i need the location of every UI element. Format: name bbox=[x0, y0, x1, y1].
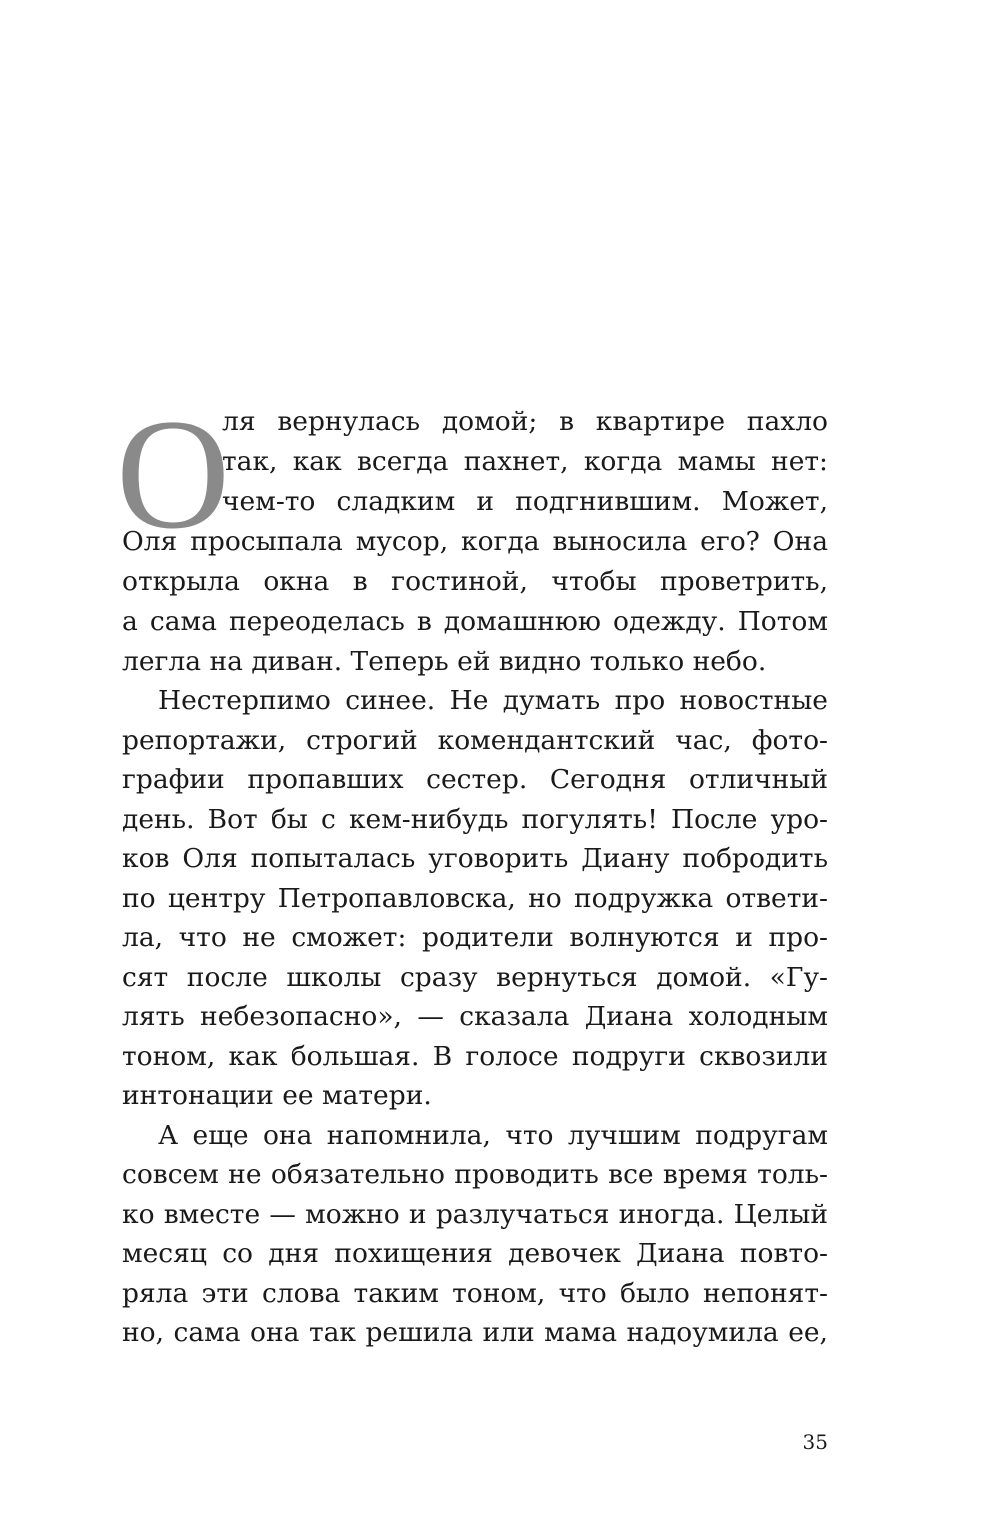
text-line: ля вернулась домой; в квартире пахло bbox=[222, 406, 828, 437]
text-line: а сама переоделась в домашнюю одежду. Потом bbox=[122, 606, 828, 637]
text-line: месяц со дня похищения девочек Диана повто- bbox=[122, 1238, 828, 1269]
text-line: А еще она напомнила, что лучшим подругам bbox=[158, 1120, 828, 1151]
text-line: открыла окна в гостиной, чтобы проветрить, bbox=[122, 566, 828, 597]
text-line: день. Вот бы с кем-нибудь погулять! После уро- bbox=[122, 804, 828, 835]
drop-cap: О bbox=[116, 387, 231, 562]
text-line: легла на диван. Теперь ей видно только небо. bbox=[122, 646, 767, 677]
text-line: интонации ее матери. bbox=[122, 1080, 432, 1111]
text-line: но, сама она так решила или мама надоумила ее, bbox=[122, 1317, 828, 1348]
text-line: ряла эти слова таким тоном, что было непонят- bbox=[122, 1278, 828, 1309]
text-line: Нестерпимо синее. Не думать про новостные bbox=[158, 685, 828, 716]
text-line: ла, что не сможет: родители волнуются и про- bbox=[122, 922, 828, 953]
text-line: лять небезопасно», — сказала Диана холодным bbox=[122, 1001, 828, 1032]
text-line: по центру Петропавловска, но подружка ответи- bbox=[122, 883, 828, 914]
text-line: чем-то сладким и подгнившим. Может, bbox=[222, 486, 828, 517]
text-line: тоном, как большая. В голосе подруги сквозили bbox=[122, 1041, 828, 1072]
page-number: 35 bbox=[802, 1430, 828, 1454]
text-line: Оля просыпала мусор, когда выносила его? Она bbox=[122, 526, 828, 557]
text-line: ко вместе — можно и разлучаться иногда. Целый bbox=[122, 1199, 828, 1230]
text-line: репортажи, строгий комендантский час, фото- bbox=[122, 725, 828, 756]
text-line: графии пропавших сестер. Сегодня отличный bbox=[122, 764, 828, 795]
text-line: совсем не обязательно проводить все время толь- bbox=[122, 1159, 828, 1190]
text-line: ков Оля попыталась уговорить Диану побродить bbox=[122, 843, 828, 874]
text-line: сят после школы сразу вернуться домой. «Гу- bbox=[122, 962, 828, 993]
text-line: так, как всегда пахнет, когда мамы нет: bbox=[222, 446, 828, 477]
